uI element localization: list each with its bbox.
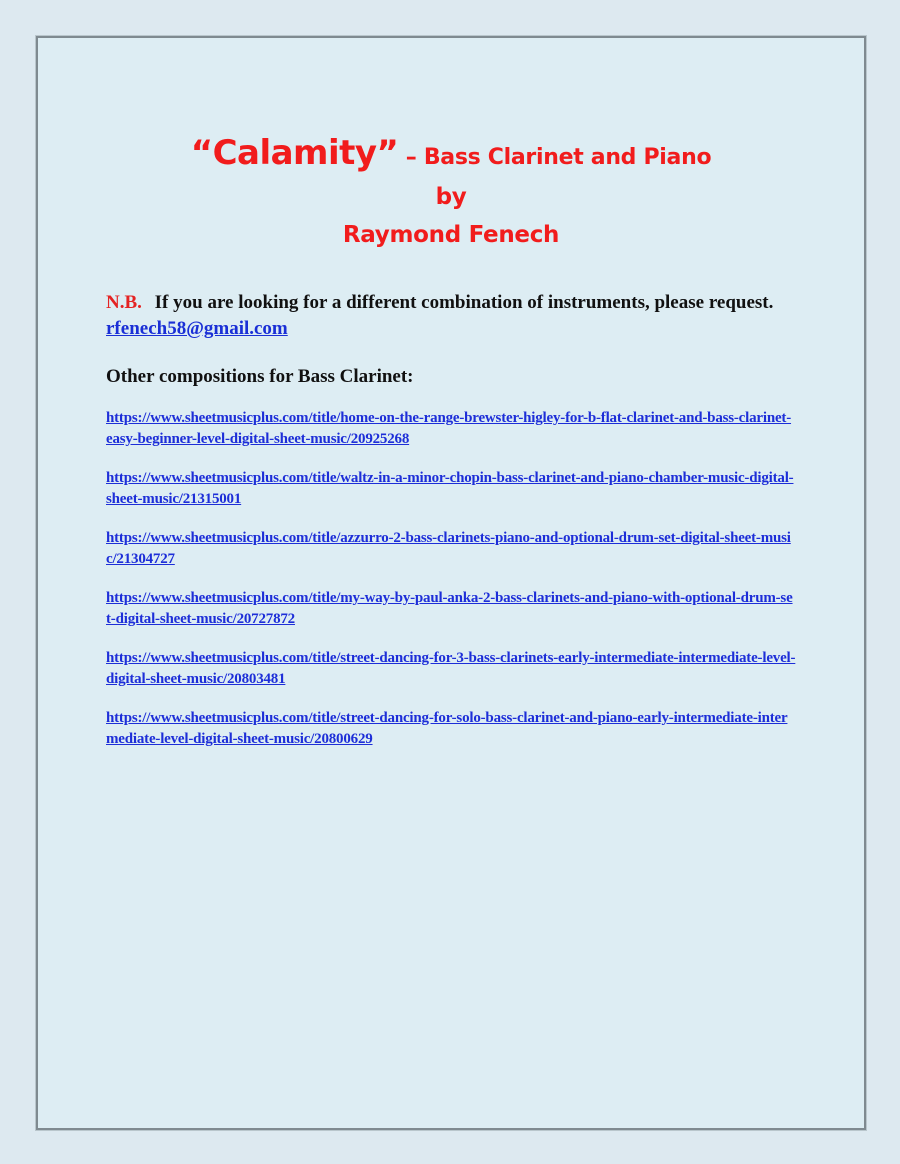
by-line: by bbox=[435, 184, 467, 210]
piece-subtitle: – Bass Clarinet and Piano bbox=[398, 145, 712, 170]
composition-link[interactable]: https://www.sheetmusicplus.com/title/street-dancing-for-3-bass-clarinets-early-intermediate-intermediate-level-digital-sheet-music/20803481 bbox=[106, 650, 796, 687]
note-text: If you are looking for a different combination of instruments, please request. bbox=[154, 292, 774, 313]
title-line bbox=[38, 134, 864, 178]
author-name: Raymond Fenech bbox=[342, 222, 560, 248]
content-body bbox=[106, 290, 796, 768]
document-page bbox=[36, 36, 866, 1130]
email-link[interactable]: rfenech58@gmail.com bbox=[106, 318, 288, 339]
title-block bbox=[38, 134, 864, 254]
composition-link[interactable]: https://www.sheetmusicplus.com/title/azzurro-2-bass-clarinets-piano-and-optional-drum-set-digital-sheet-music/21304727 bbox=[106, 530, 791, 567]
note-label: N.B. bbox=[106, 292, 142, 313]
links-list bbox=[106, 408, 796, 750]
composition-link[interactable]: https://www.sheetmusicplus.com/title/street-dancing-for-solo-bass-clarinet-and-piano-early-intermediate-intermediate-level-digital-sheet-music/20800629 bbox=[106, 710, 788, 747]
composition-link[interactable]: https://www.sheetmusicplus.com/title/home-on-the-range-brewster-higley-for-b-flat-clarinet-and-bass-clarinet-easy-beginner-level-digital-sheet-music/20925268 bbox=[106, 410, 792, 447]
note-paragraph bbox=[106, 290, 796, 342]
piece-title: “Calamity” bbox=[190, 133, 399, 173]
other-compositions-heading: Other compositions for Bass Clarinet: bbox=[106, 366, 414, 387]
composition-link[interactable]: https://www.sheetmusicplus.com/title/waltz-in-a-minor-chopin-bass-clarinet-and-piano-chamber-music-digital-sheet-music/21315001 bbox=[106, 470, 794, 507]
composition-link[interactable]: https://www.sheetmusicplus.com/title/my-way-by-paul-anka-2-bass-clarinets-and-piano-with-optional-drum-set-digital-sheet-music/20727872 bbox=[106, 590, 793, 627]
